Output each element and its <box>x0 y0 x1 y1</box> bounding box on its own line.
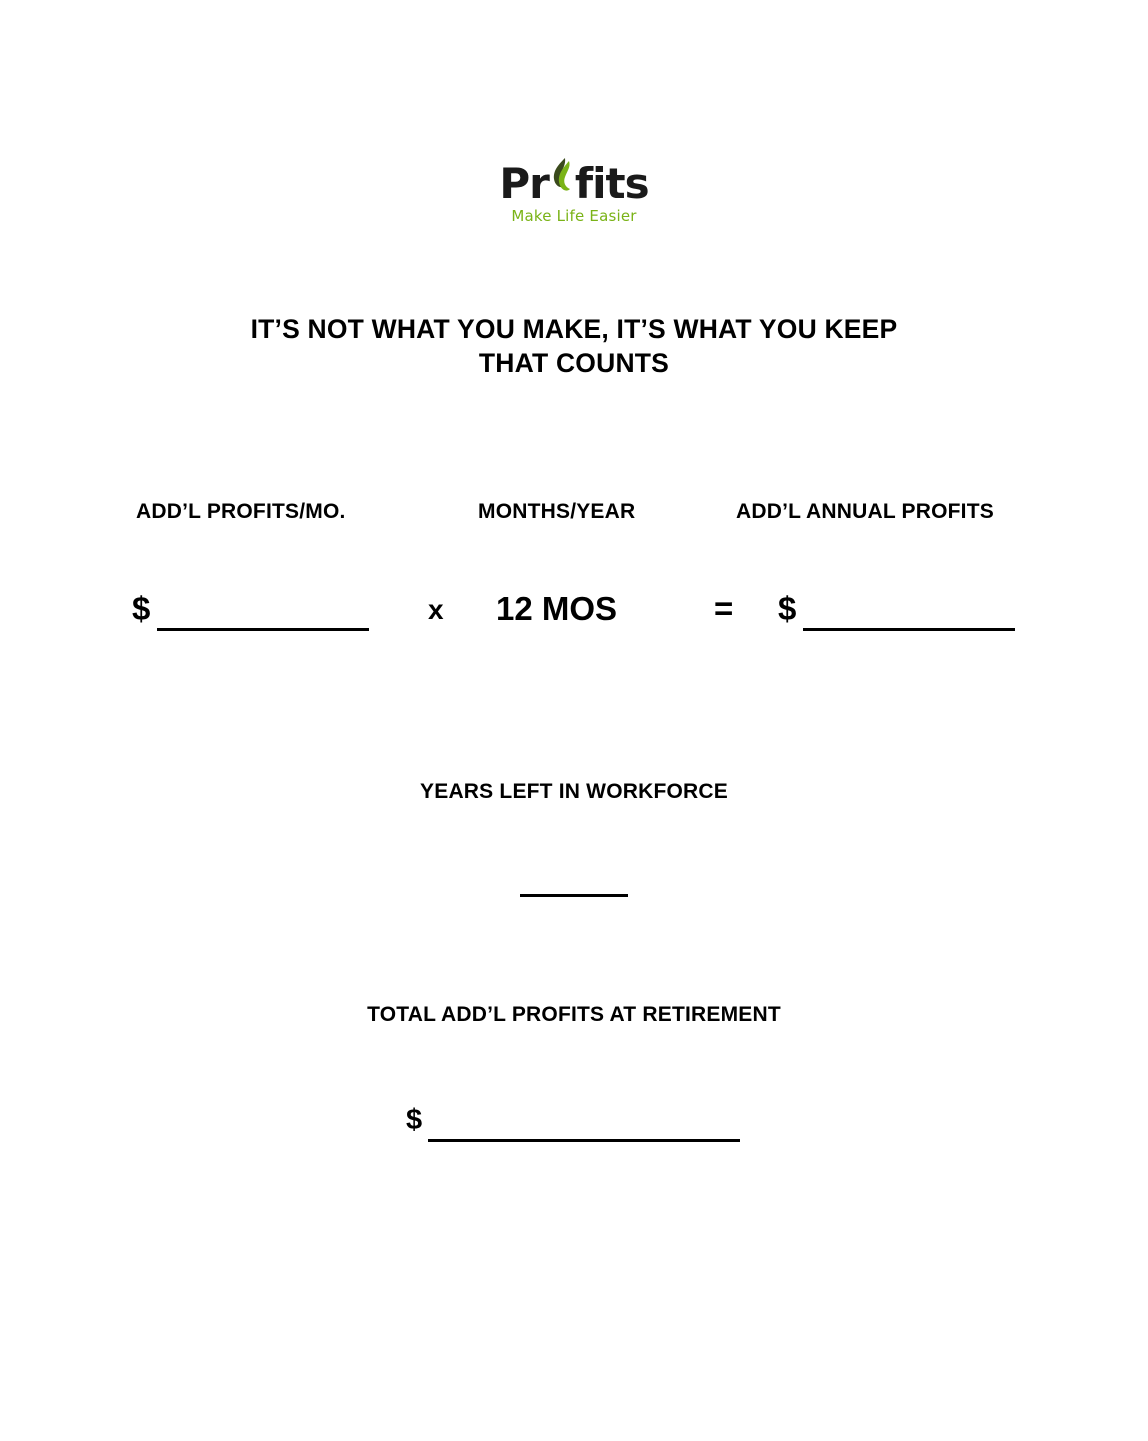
dollar-sign-total: $ <box>406 1104 423 1136</box>
annual-profits-blank[interactable] <box>803 628 1015 631</box>
dollar-sign-annual: $ <box>778 590 797 627</box>
headline-line-2: THAT COUNTS <box>478 348 670 379</box>
column-headers <box>0 500 1148 530</box>
monthly-profits-blank[interactable] <box>157 628 369 631</box>
logo-tagline: Make Life Easier <box>511 207 637 225</box>
logo-word-part2: fits <box>574 159 649 208</box>
months-per-year-value: 12 MOS <box>496 590 618 627</box>
equals-symbol: = <box>714 590 734 627</box>
total-profits-field-row <box>0 1104 1148 1154</box>
years-left-field-row <box>0 880 1148 902</box>
headline-line-1: IT’S NOT WHAT YOU MAKE, IT’S WHAT YOU KEEP <box>250 314 898 344</box>
equation-row <box>0 590 1148 650</box>
column-header-annual: ADD’L ANNUAL PROFITS <box>736 500 994 523</box>
years-left-label: YEARS LEFT IN WORKFORCE <box>420 780 728 803</box>
total-profits-label: TOTAL ADD’L PROFITS AT RETIREMENT <box>367 1003 781 1026</box>
logo-wordmark <box>499 158 649 208</box>
brand-logo <box>0 158 1148 225</box>
page-title <box>0 312 1148 381</box>
logo-word-part1: Pr <box>499 159 549 208</box>
total-profits-blank[interactable] <box>428 1139 740 1142</box>
column-header-months-per-year: MONTHS/YEAR <box>478 500 636 523</box>
column-header-monthly: ADD’L PROFITS/MO. <box>136 500 346 523</box>
years-left-blank[interactable] <box>520 880 628 897</box>
dollar-sign-monthly: $ <box>132 590 151 627</box>
leaf-icon <box>549 158 575 198</box>
multiplication-symbol: x <box>428 594 444 625</box>
